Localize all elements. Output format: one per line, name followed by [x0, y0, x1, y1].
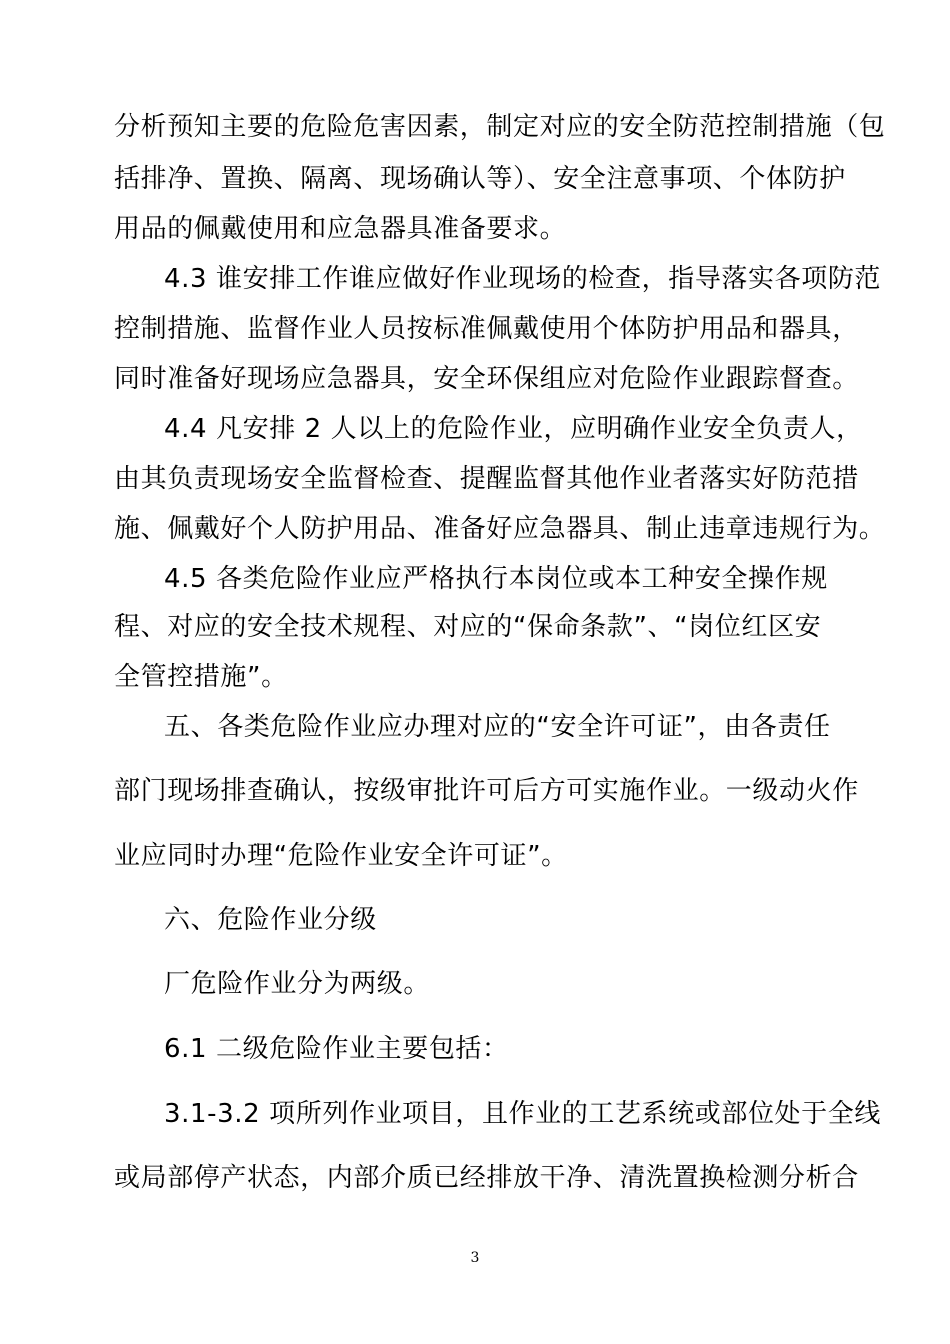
text-line: 由其负责现场安全监督检查、提醒监督其他作业者落实好防范措 [114, 464, 859, 494]
text-line: 4.4 凡安排 2 人以上的危险作业，应明确作业安全负责人， [164, 414, 863, 444]
text-line: 厂危险作业分为两级。 [164, 969, 431, 999]
text-line: 4.5 各类危险作业应严格执行本岗位或本工种安全操作规 [164, 564, 828, 594]
text-line: 程、对应的安全技术规程、对应的“保命条款”、“岗位红区安 [114, 612, 822, 642]
text-line: 分析预知主要的危险危害因素，制定对应的安全防范控制措施（包 [114, 112, 886, 142]
section-heading-6: 六、危险作业分级 [164, 905, 377, 935]
subsection-heading: 6.1 二级危险作业主要包括： [164, 1034, 509, 1064]
text-line: 括排净、置换、隔离、现场确认等）、安全注意事项、个体防护 [114, 164, 846, 194]
text-line: 用品的佩戴使用和应急器具准备要求。 [114, 214, 567, 244]
text-line: 业应同时办理“危险作业安全许可证”。 [114, 841, 568, 871]
text-line: 4.3 谁安排工作谁应做好作业现场的检查，指导落实各项防范 [164, 264, 882, 294]
text-line: 全管控措施”。 [114, 662, 288, 692]
text-line: 施、佩戴好个人防护用品、准备好应急器具、制止违章违规行为。 [114, 514, 886, 544]
text-line: 3.1-3.2 项所列作业项目，且作业的工艺系统或部位处于全线 [164, 1099, 881, 1129]
text-line: 或局部停产状态，内部介质已经排放干净、清洗置换检测分析合 [114, 1163, 859, 1193]
section-heading-5: 五、各类危险作业应办理对应的“安全许可证”，由各责任 [164, 712, 831, 742]
text-line: 同时准备好现场应急器具，安全环保组应对危险作业跟踪督查。 [114, 364, 859, 394]
text-line: 控制措施、监督作业人员按标准佩戴使用个体防护用品和器具， [114, 314, 859, 344]
page-number: 3 [470, 1250, 480, 1266]
text-line: 部门现场排查确认，按级审批许可后方可实施作业。一级动火作 [114, 776, 859, 806]
